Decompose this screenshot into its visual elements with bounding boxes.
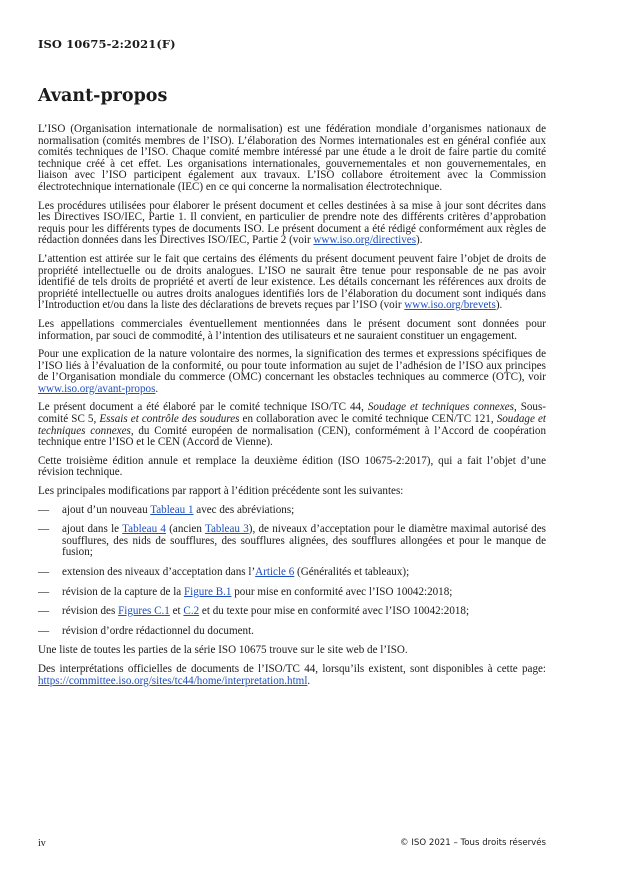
paragraph-iso-description: L’ISO (Organisation internationale de normalisation) est une fédération mondiale d’organismes nationaux de normalisation (comités membres de l’ISO). L’élaboration des Normes internationales est en général confiée aux comités techniques de l’ISO. Chaque comité membre intéressé par une étude a le droit de faire partie du comité technique créé à cet effet. Les organisations internationales, gouvernementales et non gouvernementales, en liaison avec l’ISO participent également aux travaux. L’ISO collabore étroitement avec la Commission électrotechnique internationale (IEC) en ce qui concerne la normalisation électrotechnique. (38, 123, 546, 193)
list-item (38, 505, 546, 517)
paragraph-text: L’attention est attirée sur le fait que certains des éléments du présent document peuvent faire l’objet de droits de propriété intellectuelle ou de droits analogues. L’ISO ne saurait être tenue pour responsable de ne pas avoir identifié de tels droits de propriété et averti de leur existence. Les détails concernant les références aux droits de propriété intellectuelle ou autres droits analogues identifiés lors de l’élaboration du document sont indiqués dans l’Introduction et/ou dans la liste des déclarations de brevets reçues par l’ISO (voir (38, 252, 546, 312)
paragraph-voluntary-nature (38, 349, 546, 395)
figure-c1-link[interactable]: Figures C.1 (118, 605, 170, 618)
table-4-link[interactable]: Tableau 4 (122, 523, 166, 536)
list-item (38, 606, 546, 618)
paragraph-changes-intro: Les principales modifications par rapport à l’édition précédente sont les suivantes: (38, 485, 404, 498)
list-item (38, 626, 546, 638)
paragraph-text: Le présent document a été élaboré par le comité technique ISO/TC 44, (38, 401, 368, 414)
dash-bullet: — (38, 624, 50, 637)
list-item-text: pour mise en conformité avec l’ISO 10042:2018; (231, 585, 453, 598)
paragraph-text: en collaboration avec le comité technique CEN/TC 121, (239, 413, 497, 426)
table-1-link[interactable]: Tableau 1 (150, 503, 194, 516)
list-item-text: et (169, 605, 184, 618)
list-item (38, 587, 546, 599)
paragraph-text: . (307, 674, 311, 687)
page-number: iv (38, 838, 46, 849)
paragraph-text: Des interprétations officielles de documents de l’ISO/TC 44, lorsqu’ils existent, sont disponibles à cette page: (38, 662, 546, 675)
document-identifier: ISO 10675-2:2021(F) (38, 37, 176, 51)
list-item (38, 567, 546, 579)
paragraph-patents (38, 254, 546, 312)
paragraph-interpretations (38, 664, 546, 687)
figure-c2-link[interactable]: C.2 (183, 605, 200, 618)
paragraph-committee (38, 402, 546, 448)
dash-bullet: — (38, 523, 50, 536)
changes-list (38, 505, 546, 638)
article-6-link[interactable]: Article 6 (255, 566, 295, 578)
list-item-text: extension des niveaux d’acceptation dans l’ (62, 566, 256, 578)
copyright-notice: © ISO 2021 – Tous droits réservés (400, 838, 546, 848)
list-item-text: révision des (62, 605, 119, 618)
dash-bullet: — (38, 605, 50, 618)
paragraph-trade-names: Les appellations commerciales éventuellement mentionnées dans le présent document sont données pour information, par souci de commodité, à l’intention des utilisateurs et ne sauraient constituer un engagement. (38, 317, 546, 342)
list-item-text: ajout d’un nouveau (62, 503, 151, 516)
table-3-link[interactable]: Tableau 3 (204, 523, 249, 536)
paragraph-text: . (155, 382, 159, 395)
foreword-link[interactable]: www.iso.org/avant-propos (38, 382, 156, 395)
list-item-text: avec des abréviations; (193, 503, 295, 516)
section-title: Avant-propos (38, 86, 168, 106)
committee-title: Soudage et techniques connexes (367, 401, 514, 414)
list-item-text: ajout dans le (62, 523, 123, 536)
dash-bullet: — (38, 503, 50, 516)
list-item-text: (ancien (165, 523, 205, 536)
list-item-text: révision de la capture de la (62, 585, 184, 598)
subcommittee-title: Essais et contrôle des soudures (99, 413, 240, 426)
figure-b1-link[interactable]: Figure B.1 (183, 585, 232, 598)
list-item-text: ), de niveaux d’acceptation pour le diamètre maximal autorisé des soufflures, des nids de soufflures, des soufflures alignées, des soufflures allongées et pour le manque de fusion; (62, 523, 546, 559)
paragraph-edition: Cette troisième édition annule et remplace la deuxième édition (ISO 10675-2:2017), qui a fait l’objet d’une révision technique. (38, 454, 546, 479)
paragraph-text: Pour une explication de la nature volontaire des normes, la signification des termes et expressions spécifiques de l’ISO liés à l’évaluation de la conformité, ou pour toute information au sujet de l’adhésion de l’ISO aux principes de l’Organisation mondiale du commerce (OMC) concernant les obstacles techniques au commerce (OTC), voir (38, 348, 546, 384)
directives-link[interactable]: www.iso.org/directives (313, 234, 417, 247)
paragraph-text: Les procédures utilisées pour élaborer le présent document et celles destinées à sa mise à jour sont décrites dans les Directives ISO/IEC, Partie 1. Il convient, en particulier de prendre note des différents critères d’approbation requis pour les différents types de documents ISO. Le présent document a été rédigé conformément aux règles de rédaction données dans les Directives ISO/IEC, Partie 2 (voir (38, 199, 546, 247)
patents-link[interactable]: www.iso.org/brevets (404, 299, 496, 312)
paragraph-text: , Sous-comité SC 5, (38, 401, 546, 426)
paragraph-series-parts: Une liste de toutes les parties de la série ISO 10675 trouve sur le site web de l’ISO. (38, 644, 408, 657)
paragraph-text: , du Comité européen de normalisation (CEN), conformément à l’Accord de coopération technique entre l’ISO et le CEN (Accord de Vienne). (38, 424, 547, 449)
cen-committee-title: Soudage et techniques connexes (38, 413, 546, 437)
list-item-text: (Généralités et tableaux); (294, 566, 410, 578)
list-item (38, 524, 546, 559)
list-item-text: et du texte pour mise en conformité avec l’ISO 10042:2018; (199, 605, 470, 618)
paragraph-text: ). (495, 299, 503, 312)
foreword-body (38, 124, 546, 694)
paragraph-procedures (38, 201, 546, 247)
dash-bullet: — (38, 585, 50, 598)
interpretations-link[interactable]: https://committee.iso.org/sites/tc44/home/interpretation.html (38, 674, 308, 687)
list-item-text: révision d’ordre rédactionnel du document. (62, 624, 254, 637)
paragraph-text: ). (416, 234, 423, 247)
dash-bullet: — (38, 566, 50, 578)
